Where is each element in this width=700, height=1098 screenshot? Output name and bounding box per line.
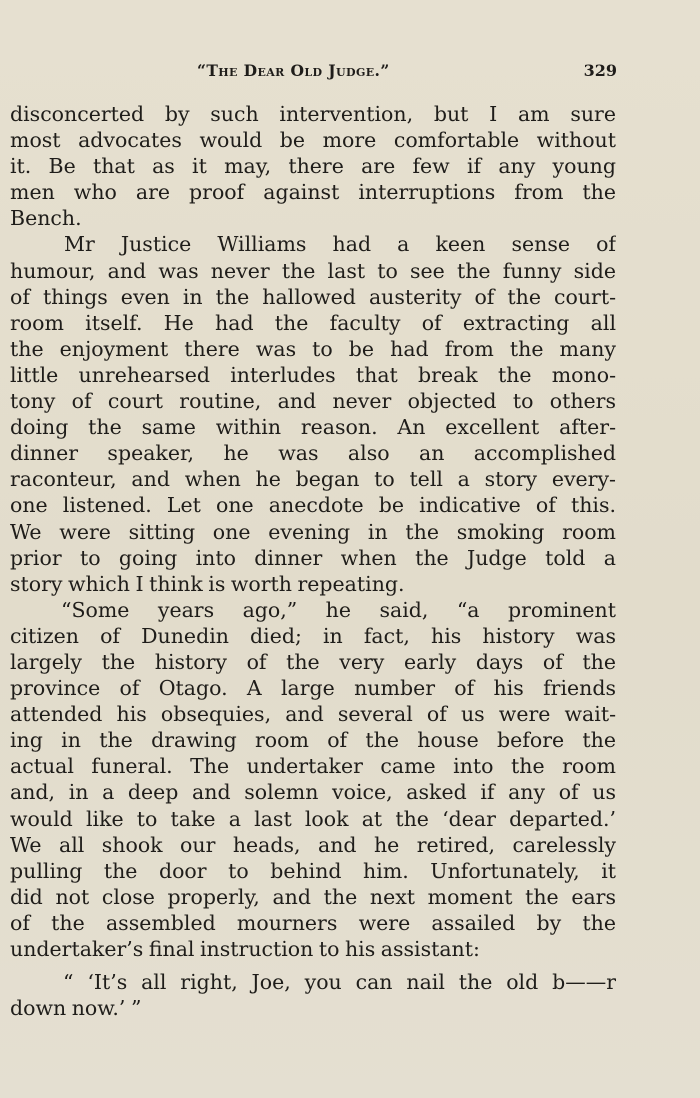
text-line: “ ‘It’s all right, Joe, you can nail the old b——r — [63, 970, 616, 995]
text-line: the enjoyment there was to be had from the many — [10, 336, 616, 361]
text-line: story which I think is worth repeating. — [10, 571, 405, 596]
text-line: raconteur, and when he began to tell a story every- — [10, 467, 616, 492]
text-line: down now.’ ” — [10, 996, 142, 1021]
text-line: attended his obsequies, and several of us were wait- — [10, 702, 616, 727]
text-line: We were sitting one evening in the smoking room — [10, 519, 616, 544]
text-line: prior to going into dinner when the Judge told a — [10, 545, 616, 570]
text-line: largely the history of the very early days of the — [10, 649, 616, 674]
text-line: pulling the door to behind him. Unfortunately, it — [10, 858, 616, 883]
text-line: “Some years ago,” he said, “a prominent — [61, 597, 616, 622]
text-line: it. Be that as it may, there are few if any young — [10, 154, 616, 179]
text-line: dinner speaker, he was also an accomplished — [10, 441, 616, 466]
running-title: “The Dear Old Judge.” — [197, 61, 390, 80]
text-line: men who are proof against interruptions from the — [10, 180, 616, 205]
text-line: of things even in the hallowed austerity of the court- — [10, 284, 616, 309]
body-text — [10, 101, 616, 1021]
text-line: little unrehearsed interludes that break the mono- — [10, 362, 616, 387]
text-line: humour, and was never the last to see the funny side — [10, 258, 616, 283]
text-line: room itself. He had the faculty of extracting all — [10, 310, 616, 335]
text-line: We all shook our heads, and he retired, carelessly — [10, 832, 616, 857]
text-line: one listened. Let one anecdote be indicative of this. — [10, 493, 616, 518]
text-line: Mr Justice Williams had a keen sense of — [64, 232, 616, 257]
text-line: of the assembled mourners were assailed by the — [10, 910, 616, 935]
text-line: province of Otago. A large number of his friends — [10, 676, 616, 701]
page-number: 329 — [583, 61, 617, 80]
text-line: doing the same within reason. An excellent after- — [10, 415, 616, 440]
text-line: tony of court routine, and never objected to others — [10, 389, 616, 414]
text-line: citizen of Dunedin died; in fact, his history was — [10, 623, 616, 648]
text-line: Bench. — [10, 206, 82, 231]
text-line: and, in a deep and solemn voice, asked if any of us — [10, 780, 616, 805]
text-line: disconcerted by such intervention, but I am sure — [10, 102, 616, 126]
text-line: actual funeral. The undertaker came into the room — [10, 754, 616, 779]
text-line: ing in the drawing room of the house before the — [10, 728, 616, 753]
text-line: would like to take a last look at the ‘dear departed.’ — [10, 806, 616, 831]
text-line: most advocates would be more comfortable without — [10, 128, 616, 153]
text-line: undertaker’s final instruction to his assistant: — [10, 937, 480, 961]
text-line: did not close properly, and the next moment the ears — [10, 884, 616, 909]
running-header — [10, 61, 620, 87]
